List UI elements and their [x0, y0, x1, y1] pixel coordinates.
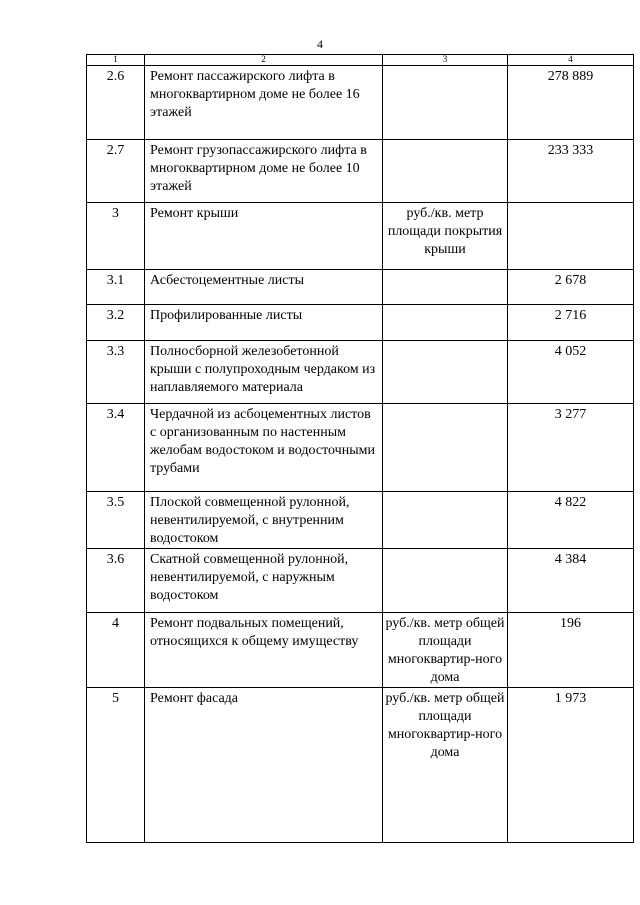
cost-value: 2 716	[508, 305, 634, 341]
row-number: 3	[87, 203, 145, 270]
cost-value: 4 822	[508, 492, 634, 549]
work-name: Скатной совмещенной рулонной, невентилируемой, с наружным водостоком	[145, 549, 383, 613]
cost-value: 278 889	[508, 66, 634, 140]
page-number: 4	[317, 37, 323, 51]
work-name: Ремонт крыши	[145, 203, 383, 270]
row-number: 3.5	[87, 492, 145, 549]
tariff-table	[86, 54, 634, 843]
work-name: Ремонт подвальных помещений, относящихся к общему имуществу	[145, 613, 383, 688]
unit-of-measure	[383, 492, 508, 549]
unit-of-measure	[383, 305, 508, 341]
cost-value: 1 973	[508, 688, 634, 843]
row-number: 3.1	[87, 270, 145, 305]
cost-value	[508, 203, 634, 270]
work-name: Асбестоцементные листы	[145, 270, 383, 305]
row-number: 3.2	[87, 305, 145, 341]
table-row	[87, 613, 634, 688]
column-header: 1	[87, 55, 145, 66]
row-number: 3.4	[87, 404, 145, 492]
unit-of-measure: руб./кв. метр общей площади многоквартир-ного дома	[383, 613, 508, 688]
row-number: 3.6	[87, 549, 145, 613]
table-row	[87, 549, 634, 613]
table-row	[87, 270, 634, 305]
row-number: 3.3	[87, 341, 145, 404]
column-header: 4	[508, 55, 634, 66]
row-number: 5	[87, 688, 145, 843]
row-number: 2.6	[87, 66, 145, 140]
unit-of-measure	[383, 66, 508, 140]
table-row	[87, 203, 634, 270]
row-number: 2.7	[87, 140, 145, 203]
work-name: Профилированные листы	[145, 305, 383, 341]
unit-of-measure	[383, 341, 508, 404]
table-row	[87, 404, 634, 492]
table-row	[87, 140, 634, 203]
row-number: 4	[87, 613, 145, 688]
work-name: Ремонт грузопассажирского лифта в многоквартирном доме не более 10 этажей	[145, 140, 383, 203]
table-row	[87, 492, 634, 549]
work-name: Ремонт пассажирского лифта в многоквартирном доме не более 16 этажей	[145, 66, 383, 140]
unit-of-measure	[383, 549, 508, 613]
unit-of-measure	[383, 404, 508, 492]
unit-of-measure: руб./кв. метр площади покрытия крыши	[383, 203, 508, 270]
cost-value: 2 678	[508, 270, 634, 305]
column-header: 3	[383, 55, 508, 66]
unit-of-measure	[383, 270, 508, 305]
work-name: Полносборной железобетонной крыши с полупроходным чердаком из наплавляемого материала	[145, 341, 383, 404]
cost-value: 4 052	[508, 341, 634, 404]
cost-value: 233 333	[508, 140, 634, 203]
unit-of-measure: руб./кв. метр общей площади многоквартир-ного дома	[383, 688, 508, 843]
cost-value: 3 277	[508, 404, 634, 492]
work-name: Чердачной из асбоцементных листов с организованным по настенным желобам водостоком и водосточными трубами	[145, 404, 383, 492]
work-name: Ремонт фасада	[145, 688, 383, 843]
work-name: Плоской совмещенной рулонной, невентилируемой, с внутренним водостоком	[145, 492, 383, 549]
column-header: 2	[145, 55, 383, 66]
cost-value: 4 384	[508, 549, 634, 613]
cost-value: 196	[508, 613, 634, 688]
unit-of-measure	[383, 140, 508, 203]
table-row	[87, 66, 634, 140]
table-header-row	[87, 55, 634, 66]
table-row	[87, 688, 634, 843]
table-row	[87, 341, 634, 404]
table-row	[87, 305, 634, 341]
